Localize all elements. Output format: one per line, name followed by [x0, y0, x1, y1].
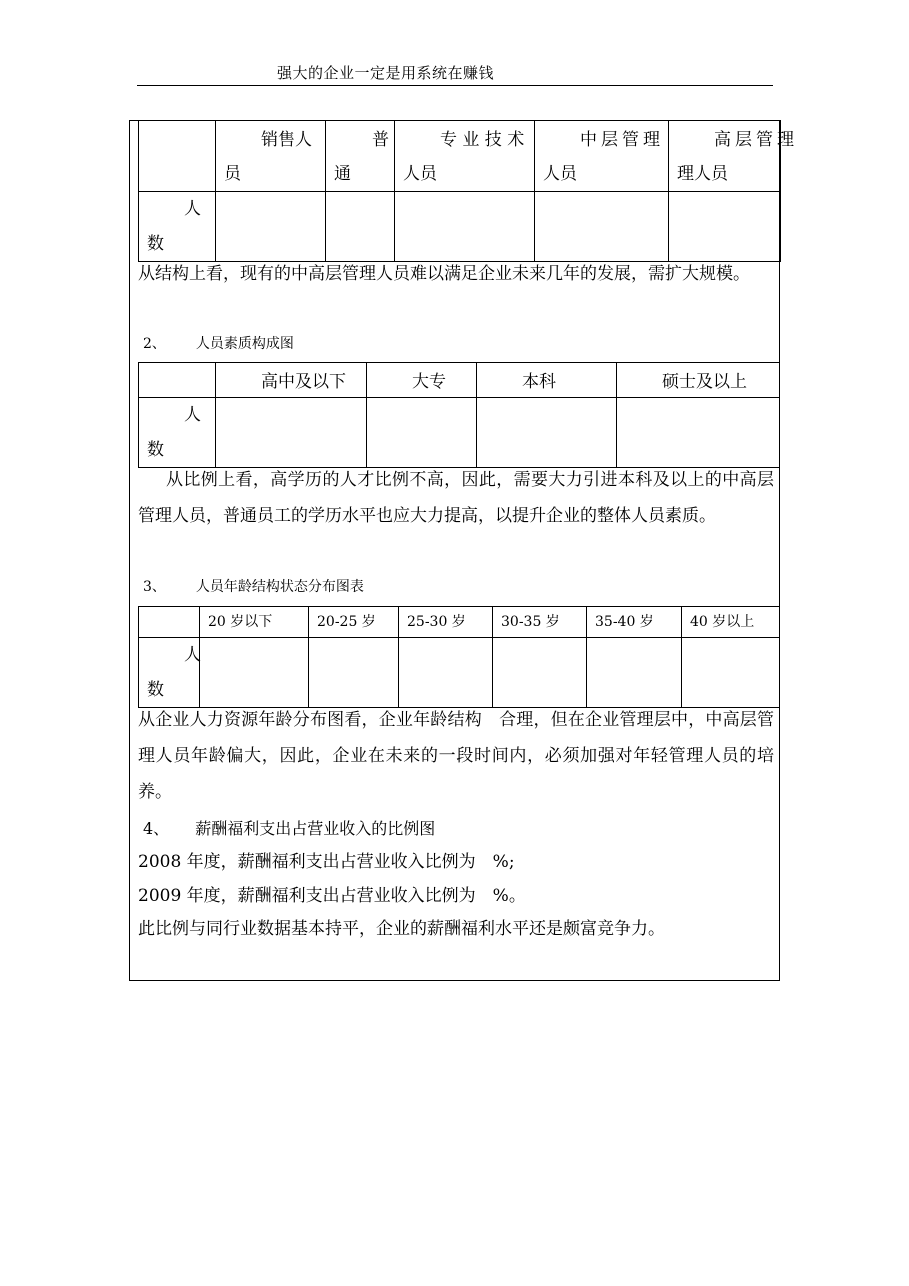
- header-cell-age-25-30: 25-30 岁: [399, 607, 493, 638]
- personnel-structure-table: [138, 120, 798, 262]
- table-header-row: [139, 363, 780, 398]
- header-cell-middle-management: 中层管理 人员: [535, 121, 669, 192]
- table-corner-cell: [139, 363, 216, 398]
- table-corner-cell: [139, 121, 216, 192]
- header-cell-age-35-40: 35-40 岁: [587, 607, 682, 638]
- header-cell-senior-management: 高层管理 理人员: [669, 121, 781, 192]
- header-cell-sales: 销售人 员: [216, 121, 326, 192]
- header-cell-general: 普 通: [326, 121, 395, 192]
- table-row: [139, 398, 780, 468]
- section-heading-4: 4、 薪酬福利支出占营业收入的比例图: [143, 819, 436, 838]
- table-header-row: [139, 121, 781, 192]
- header-cell-age-20-25: 20-25 岁: [309, 607, 399, 638]
- header-cell-college: 大专: [367, 363, 477, 398]
- ratio-line-2008: 2008 年度，薪酬福利支出占营业收入比例为 %;: [138, 852, 515, 872]
- table-header-row: [139, 607, 780, 638]
- paragraph-age: 从企业人力资源年龄分布图看，企业年龄结构 合理，但在企业管理层中，中高层管理人员年龄偏大，因此，企业在未来的一段时间内，必须加强对年轻管理人员的培养。: [138, 710, 774, 802]
- education-structure-table: [138, 362, 780, 468]
- header-cell-age-30-35: 30-35 岁: [493, 607, 587, 638]
- header-cell-master: 硕士及以上: [617, 363, 780, 398]
- paragraph-education: 从比例上看，高学历的人才比例不高，因此，需要大力引进本科及以上的中高层管理人员，普通员工的学历水平也应大力提高，以提升企业的整体人员素质。: [138, 470, 774, 526]
- row-label-cell: 人 数: [139, 192, 216, 262]
- page-header-title: 强大的企业一定是用系统在赚钱: [277, 64, 495, 82]
- age-structure-table: [138, 606, 780, 708]
- row-label-cell: 人 数: [139, 638, 200, 708]
- table-row: [139, 638, 780, 708]
- header-cell-technical: 专 业 技 术 人员: [395, 121, 535, 192]
- section-heading-3: 3、 人员年龄结构状态分布图表: [143, 579, 364, 595]
- conclusion-line: 此比例与同行业数据基本持平，企业的薪酬福利水平还是颇富竞争力。: [138, 919, 665, 939]
- header-cell-age-over-40: 40 岁以上: [682, 607, 780, 638]
- ratio-line-2009: 2009 年度，薪酬福利支出占营业收入比例为 %。: [138, 886, 526, 906]
- table-row: [139, 192, 781, 262]
- header-rule: [137, 85, 773, 86]
- section-heading-2: 2、 人员素质构成图: [143, 336, 294, 352]
- paragraph-structure: 从结构上看，现有的中高层管理人员难以满足企业未来几年的发展，需扩大规模。: [138, 264, 750, 284]
- table-corner-cell: [139, 607, 200, 638]
- header-cell-age-under-20: 20 岁以下: [200, 607, 309, 638]
- header-cell-highschool: 高中及以下: [216, 363, 367, 398]
- header-cell-bachelor: 本科: [477, 363, 617, 398]
- row-label-cell: 人 数: [139, 398, 216, 468]
